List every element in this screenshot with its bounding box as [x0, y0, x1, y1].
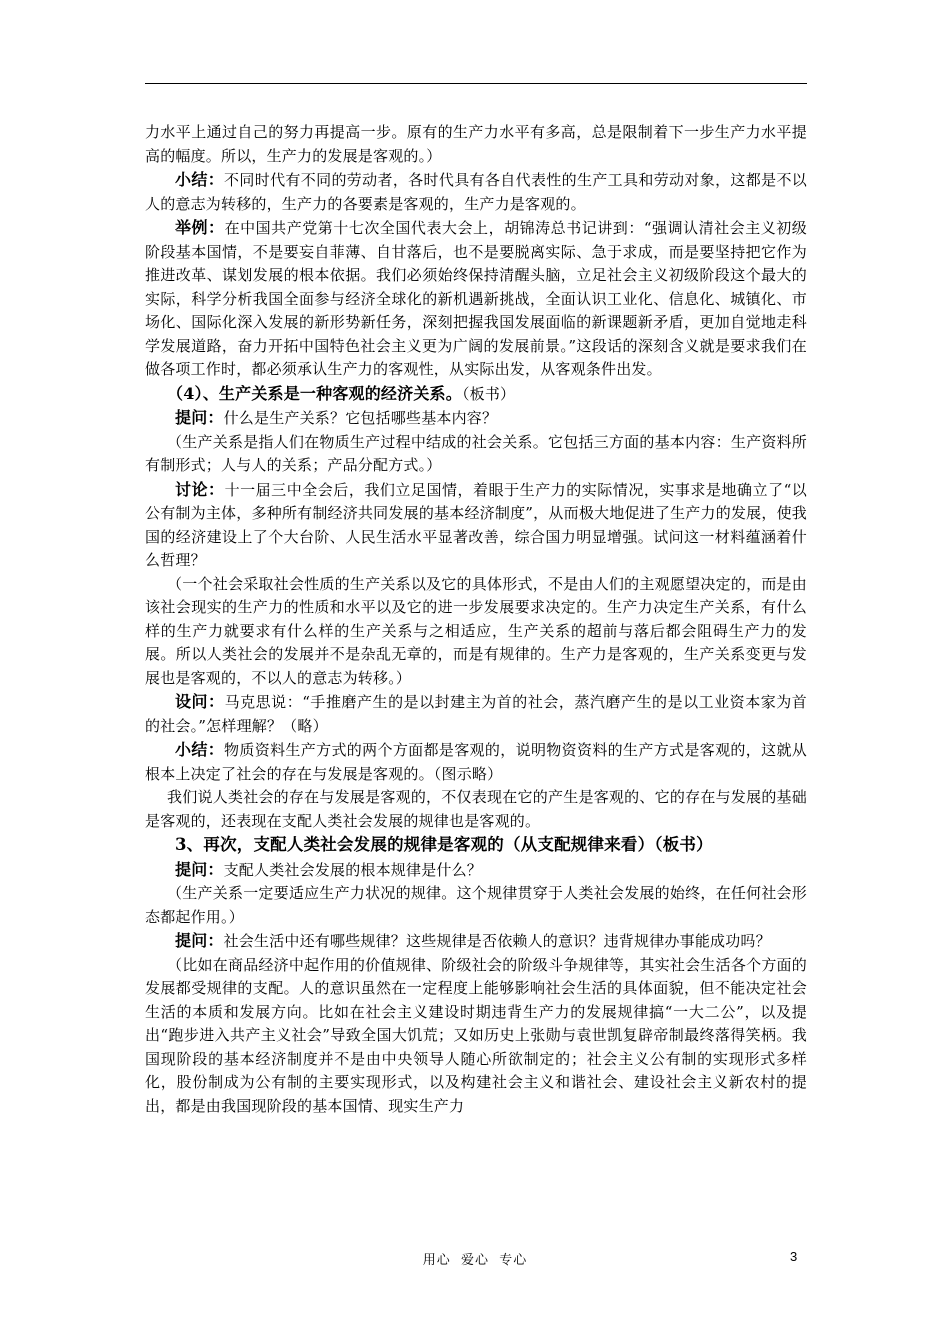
- paragraph-answer: （生产关系一定要适应生产力状况的规律。这个规律贯穿于人类社会发展的始终，在任何社会形态都起作用。）: [145, 884, 807, 926]
- section-heading-production-relations: （4）、生产关系是一种客观的经济关系。（板书）: [167, 383, 516, 403]
- paragraph-summary: 小结：不同时代有不同的劳动者，各时代具有各自代表性的生产工具和劳动对象，这都是不以人的意志为转移的，生产力的各要素是客观的，生产力是客观的。: [145, 170, 807, 213]
- paragraph-question: 提问：社会生活中还有哪些规律？这些规律是否依赖人的意识？违背规律办事能成功吗？: [175, 931, 771, 950]
- label-example: 举例：: [175, 218, 225, 237]
- document-body: [145, 121, 807, 1118]
- label-question: 提问：: [175, 931, 224, 950]
- paragraph-discussion: 讨论：十一届三中全会后，我们立足国情，着眼于生产力的实际情况，实事求是地确立了“以公有制为主体，多种所有制经济共同发展的基本经济制度”，从而极大地促进了生产力的发展，使我国的经济建设上了个大台阶、人民生活水平显著改善，综合国力明显增强。试问这一材料蕴涵着什么哲理？: [145, 479, 807, 569]
- label-discussion: 讨论：: [175, 479, 225, 499]
- label-question: 提问：: [175, 408, 224, 427]
- label-summary: 小结：: [175, 170, 225, 189]
- paragraph-question: 提问：支配人类社会发展的根本规律是什么？: [175, 859, 483, 879]
- footer-motto: 用心 爱心 专心: [422, 1253, 528, 1268]
- paragraph-question: 提问：什么是生产关系？它包括哪些基本内容？: [175, 408, 498, 427]
- label-question: 提问：: [175, 859, 224, 879]
- paragraph-rhetorical-question: 设问：马克思说：“手推磨产生的是以封建主为首的社会，蒸汽磨产生的是以工业资本家为首的社会。”怎样理解？（略）: [145, 692, 807, 735]
- paragraph-answer: （一个社会采取社会性质的生产关系以及它的具体形式，不是由人们的主观愿望决定的，而是由该社会现实的生产力的性质和水平以及它的进一步发展要求决定的。生产力决定生产关系，有什么样的生产力就要求有什么样的生产关系与之相适应，生产关系的超前与落后都会阻碍生产力的发展。所以人类社会的发展并不是杂乱无章的，而是有规律的。生产力是客观的，生产关系变更与发展也是客观的，不以人的意志为转移。）: [145, 574, 807, 687]
- paragraph: 力水平上通过自己的努力再提高一步。原有的生产力水平有多高，总是限制着下一步生产力水平提高的幅度。所以，生产力的发展是客观的。）: [145, 123, 807, 165]
- heading-text: （4）、生产关系是一种客观的经济关系。: [167, 383, 462, 403]
- paragraph-answer: （生产关系是指人们在物质生产过程中结成的社会关系。它包括三方面的基本内容：生产资料所有制形式；人与人的关系；产品分配方式。）: [145, 432, 807, 474]
- paragraph-answer: （比如在商品经济中起作用的价值规律、阶级社会的阶级斗争规律等，其实社会生活各个方面的发展都受规律的支配。人的意识虽然在一定程度上能够影响社会生活的具体面貌，但不能决定社会生活的本质和发展方向。比如在社会主义建设时期违背生产力的发展规律搞“一大二公”，以及提出“跑步进入共产主义社会”导致全国大饥荒；又如历史上张勋与袁世凯复辟帝制最终落得笑柄。我国现阶段的基本经济制度并不是由中央领导人随心所欲制定的；社会主义公有制的实现形式多样化，股份制成为公有制的主要实现形式，以及构建社会主义和谐社会、建设社会主义新农村的提出，都是由我国现阶段的基本国情、现实生产力: [145, 955, 807, 1115]
- paragraph-example: 举例：在中国共产党第十七次全国代表大会上，胡锦涛总书记讲到：“强调认清社会主义初级阶段基本国情，不是要妄自菲薄、自甘落后，也不是要脱离实际、急于求成，而是要坚持把它作为推进改革、谋划发展的根本依据。我们必须始终保持清醒头脑，立足社会主义初级阶段这个最大的实际，科学分析我国全面参与经济全球化的新机遇新挑战，全面认识工业化、信息化、城镇化、市场化、国际化深入发展的新形势新任务，深刻把握我国发展面临的新课题新矛盾，更加自觉地走科学发展道路，奋力开拓中国特色社会主义更为广阔的发展前景。”这段话的深刻含义就是要求我们在做各项工作时，都必须承认生产力的客观性，从实际出发，从客观条件出发。: [145, 218, 807, 378]
- label-rhetorical-question: 设问：: [175, 692, 225, 711]
- header-rule: [145, 83, 807, 84]
- paragraph: 我们说人类社会的存在与发展是客观的，不仅表现在它的产生是客观的、它的存在与发展的基础是客观的，还表现在支配人类社会发展的规律也是客观的。: [145, 788, 807, 830]
- heading-text: 3、再次，支配人类社会发展的规律是客观的（从支配规律来看）（板书）: [175, 835, 713, 854]
- label-summary: 小结：: [175, 740, 225, 759]
- paragraph-summary: 小结：物质资料生产方式的两个方面都是客观的，说明物资资料的生产方式是客观的，这就从根本上决定了社会的存在与发展是客观的。（图示略）: [145, 740, 807, 783]
- page-number: 3: [790, 1249, 798, 1264]
- section-heading-laws: [145, 833, 807, 858]
